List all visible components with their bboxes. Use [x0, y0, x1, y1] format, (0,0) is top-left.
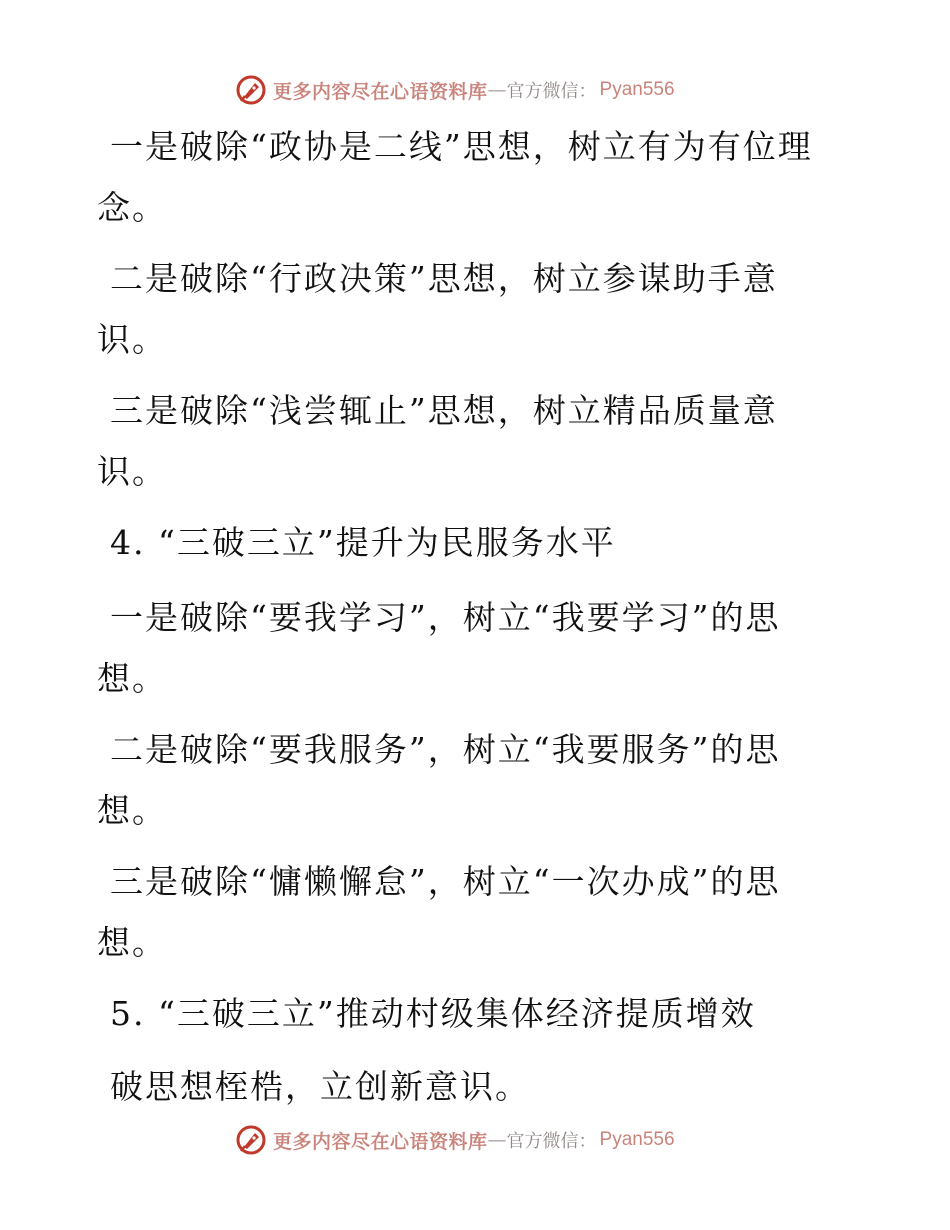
- text-line: 识。: [97, 452, 167, 491]
- header-watermark: [235, 73, 675, 107]
- text-line: 想。: [97, 791, 167, 830]
- pen-nib-logo-icon: [235, 1124, 267, 1156]
- watermark-main-text: 更多内容尽在心语资料库: [273, 80, 488, 103]
- watermark-official-wechat-label: 官方微信：: [506, 81, 597, 102]
- footer-watermark: [235, 1123, 675, 1157]
- text-line: 破思想桎梏，立创新意识。: [110, 1067, 530, 1106]
- text-line: 一是破除“要我学习”，树立“我要学习”的思: [110, 598, 781, 637]
- text-line: 二是破除“要我服务”，树立“我要服务”的思: [110, 730, 781, 769]
- watermark-wechat-id: Pyan556: [599, 1129, 675, 1150]
- pen-nib-logo-icon: [235, 74, 267, 106]
- watermark-dash: —: [487, 1129, 507, 1151]
- watermark-main-text: 更多内容尽在心语资料库: [273, 1130, 488, 1153]
- text-line: 念。: [97, 188, 167, 227]
- text-line: 三是破除“慵懒懈怠”，树立“一次办成”的思: [110, 862, 781, 901]
- text-line: 想。: [97, 923, 167, 962]
- text-line: 三是破除“浅尝辄止”思想，树立精品质量意: [110, 391, 778, 430]
- text-line: 想。: [97, 659, 167, 698]
- section-heading: 4. “三破三立”提升为民服务水平: [110, 523, 616, 562]
- watermark-wechat-id: Pyan556: [599, 79, 675, 100]
- section-heading: 5. “三破三立”推动村级集体经济提质增效: [110, 994, 756, 1033]
- watermark-dash: —: [487, 79, 507, 101]
- text-line: 一是破除“政协是二线”思想，树立有为有位理: [110, 127, 813, 166]
- text-line: 二是破除“行政决策”思想，树立参谋助手意: [110, 259, 778, 298]
- watermark-official-wechat-label: 官方微信：: [506, 1131, 597, 1152]
- text-line: 识。: [97, 320, 167, 359]
